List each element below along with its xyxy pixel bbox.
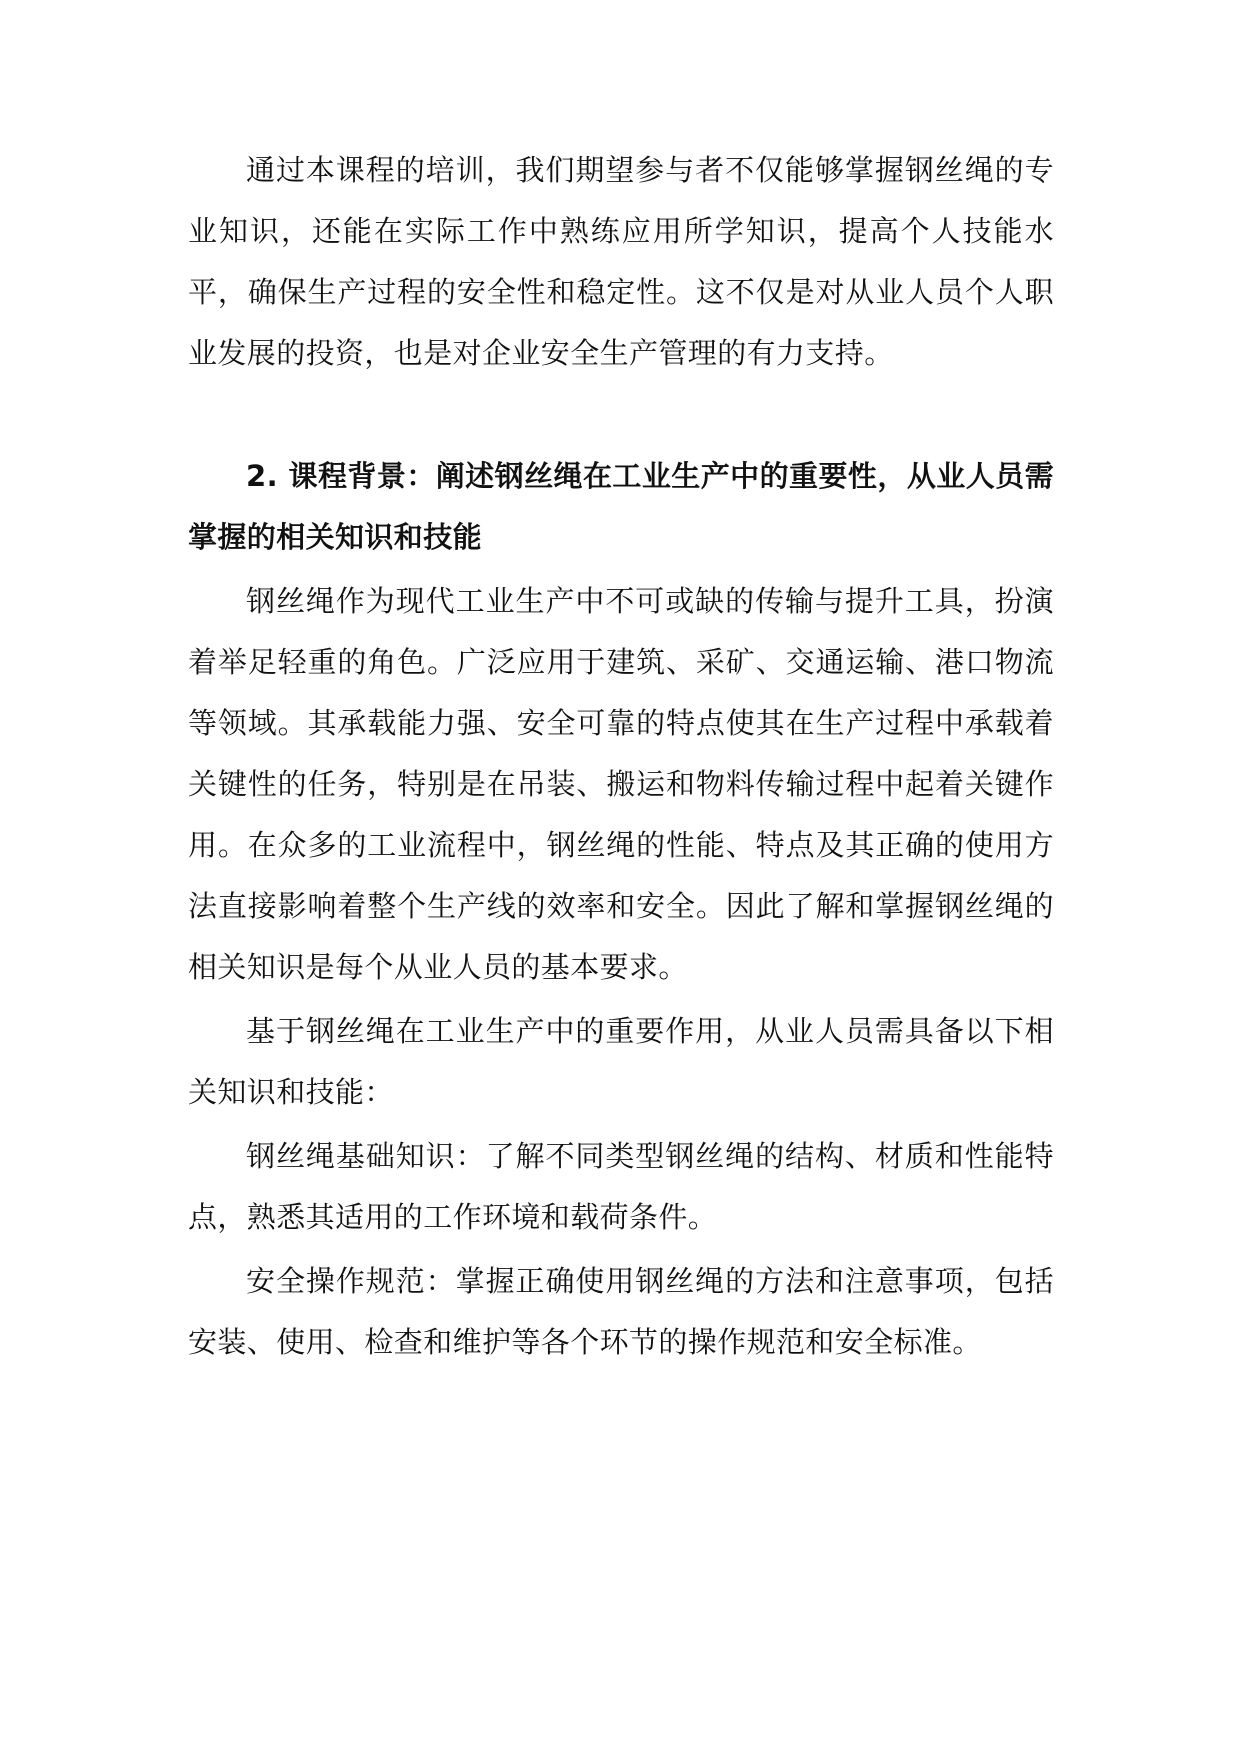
paragraph-safety-operation: 安全操作规范：掌握正确使用钢丝绳的方法和注意事项，包括安装、使用、检查和维护等各个环节的操作规范和安全标准。 xyxy=(188,1264,1054,1359)
paragraph-required-skills-intro: 基于钢丝绳在工业生产中的重要作用，从业人员需具备以下相关知识和技能： xyxy=(188,1014,1054,1109)
paragraph-course-goal: 通过本课程的培训，我们期望参与者不仅能够掌握钢丝绳的专业知识，还能在实际工作中熟练应用所学知识，提高个人技能水平，确保生产过程的安全性和稳定性。这不仅是对从业人员个人职业发展的投资，也是对企业安全生产管理的有力支持。 xyxy=(188,153,1054,370)
paragraph-basic-knowledge: 钢丝绳基础知识：了解不同类型钢丝绳的结构、材质和性能特点，熟悉其适用的工作环境和载荷条件。 xyxy=(188,1139,1054,1234)
section-heading-course-background: 2. 课程背景：阐述钢丝绳在工业生产中的重要性，从业人员需掌握的相关知识和技能 xyxy=(188,459,1054,554)
page-content xyxy=(188,140,1054,1373)
paragraph-wire-rope-importance: 钢丝绳作为现代工业生产中不可或缺的传输与提升工具，扮演着举足轻重的角色。广泛应用于建筑、采矿、交通运输、港口物流等领域。其承载能力强、安全可靠的特点使其在生产过程中承载着关键性的任务，特别是在吊装、搬运和物料传输过程中起着关键作用。在众多的工业流程中，钢丝绳的性能、特点及其正确的使用方法直接影响着整个生产线的效率和安全。因此了解和掌握钢丝绳的相关知识是每个从业人员的基本要求。 xyxy=(188,584,1054,984)
